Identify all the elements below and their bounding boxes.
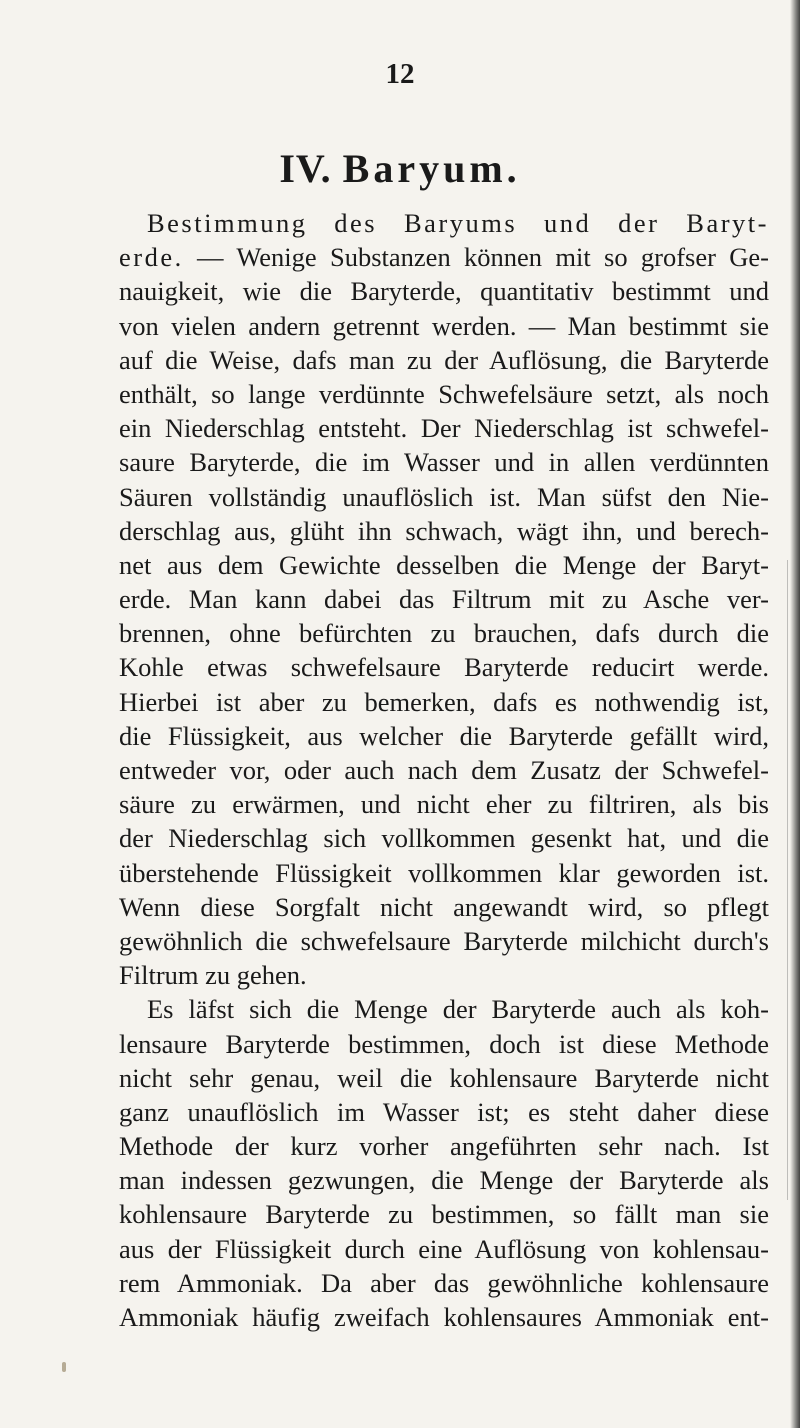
text-line: Wenn diese Sorgfalt nicht angewandt wird, so pflegt	[119, 891, 769, 922]
text-line: ein Niederschlag entsteht. Der Niederschlag ist schwefel-	[119, 413, 769, 444]
text-line: kohlensaure Baryterde zu bestimmen, so fällt man sie	[119, 1199, 769, 1230]
text-line	[119, 206, 769, 240]
chapter-name: Baryum.	[342, 146, 521, 191]
section-heading: Bestimmung des Baryums und der Baryt-	[147, 208, 769, 238]
text-line: Säuren vollständig unauflöslich ist. Man süfst den Nie-	[119, 481, 769, 512]
page-fold-shadow	[787, 560, 788, 1200]
text-line: aus der Flüssigkeit durch eine Auflösung von kohlensau-	[119, 1233, 769, 1264]
text-line: Filtrum zu gehen.	[119, 960, 307, 991]
chapter-numeral: IV.	[279, 146, 332, 191]
text-line: nauigkeit, wie die Baryterde, quantitativ bestimmt und	[119, 276, 769, 307]
text-line: Kohle etwas schwefelsaure Baryterde reducirt werde.	[119, 652, 769, 683]
text-line: Ammoniak häufig zweifach kohlensaures Ammoniak ent-	[119, 1302, 769, 1332]
text-line: enthält, so lange verdünnte Schwefelsäure setzt, als noch	[119, 378, 769, 409]
text-line: net aus dem Gewichte desselben die Menge der Baryt-	[119, 549, 769, 580]
body-text	[119, 206, 769, 1334]
text-line: Methode der kurz vorher angeführten sehr nach. Ist	[119, 1131, 769, 1162]
text-line: nicht sehr genau, weil die kohlensaure Baryterde nicht	[119, 1062, 769, 1093]
text-line: entweder vor, oder auch nach dem Zusatz der Schwefel-	[119, 755, 769, 785]
paper-speck	[62, 1362, 66, 1372]
text-line: von vielen andern getrennt werden. — Man bestimmt sie	[119, 310, 769, 341]
text-line: erde. Man kann dabei das Filtrum mit zu Asche ver-	[119, 584, 769, 615]
page-number: 12	[385, 58, 415, 90]
text-line: Es läfst sich die Menge der Baryterde auch als koh-	[147, 994, 769, 1025]
text-line: saure Baryterde, die im Wasser und in allen verdünnten	[119, 447, 769, 478]
page-edge-shadow	[790, 0, 800, 1428]
text-line: erde. — Wenige Substanzen können mit so grofser Ge-	[119, 242, 769, 273]
text-line: man indessen gezwungen, die Menge der Baryterde als	[119, 1165, 769, 1196]
text-line: ganz unauflöslich im Wasser ist; es steht daher diese	[119, 1096, 769, 1127]
text-line: der Niederschlag sich vollkommen gesenkt hat, und die	[119, 823, 769, 854]
text-line: Hierbei ist aber zu bemerken, dafs es nothwendig ist,	[119, 686, 769, 717]
text-line: brennen, ohne befürchten zu brauchen, dafs durch die	[119, 618, 769, 649]
text-line: überstehende Flüssigkeit vollkommen klar geworden ist.	[119, 857, 769, 888]
section-heading-continuation: erde.	[119, 242, 184, 273]
text-line: lensaure Baryterde bestimmen, doch ist diese Methode	[119, 1028, 769, 1059]
chapter-title	[0, 145, 800, 192]
text-line: gewöhnlich die schwefelsaure Baryterde milchicht durch's	[119, 925, 769, 956]
text-line: rem Ammoniak. Da aber das gewöhnliche kohlensaure	[119, 1267, 769, 1298]
text-line: auf die Weise, dafs man zu der Auflösung, die Baryterde	[119, 344, 769, 375]
text-line: derschlag aus, glüht ihn schwach, wägt ihn, und berech-	[119, 515, 769, 546]
text-line: die Flüssigkeit, aus welcher die Baryterde gefällt wird,	[119, 720, 769, 751]
text-line: säure zu erwärmen, und nicht eher zu filtriren, als bis	[119, 789, 769, 820]
